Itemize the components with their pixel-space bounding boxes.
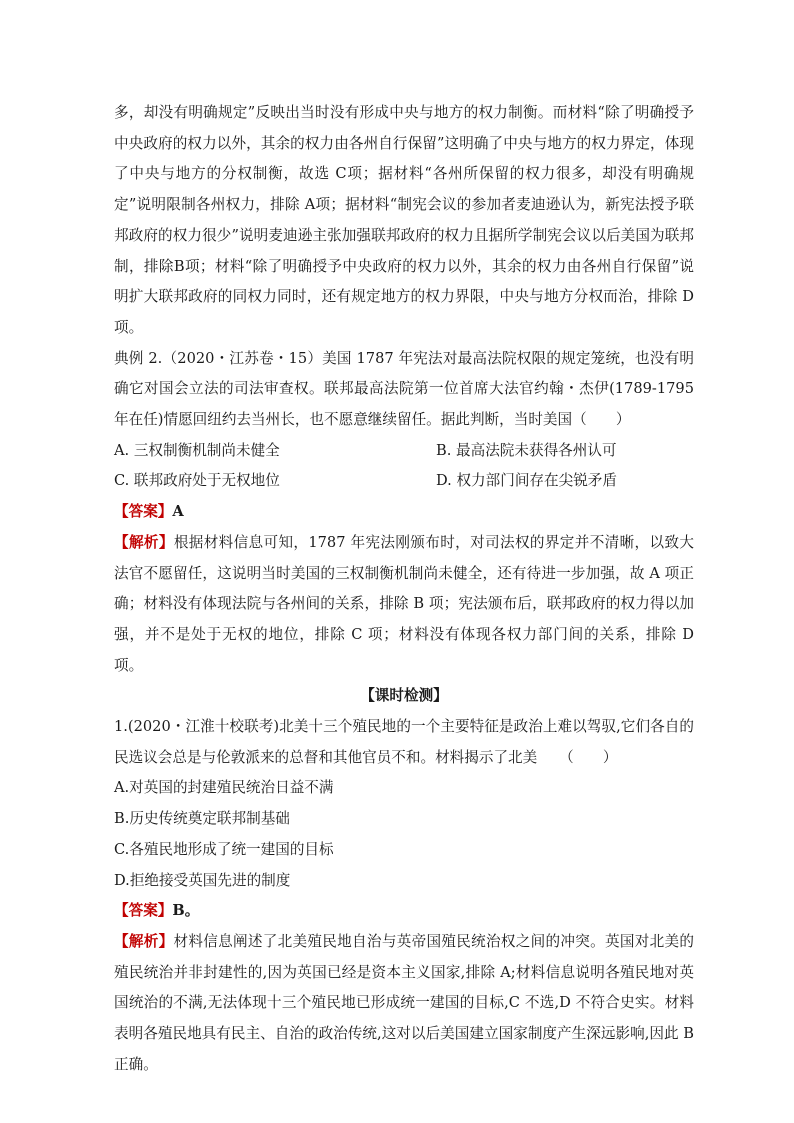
answer-label: 【答案】 [114,503,173,521]
analysis-label: 【解析】 [114,932,174,950]
answer-label: 【答案】 [114,902,173,920]
section-title: 【课时检测】 [360,687,448,705]
document-content [114,98,694,1081]
answer-value: A [172,503,184,521]
example2-option-b: B. 最高法院未获得各州认可 [436,441,617,459]
example2-option-a: A. 三权制衡机制尚未健全 [114,441,280,459]
question1-option-b: B.历史传统奠定联邦制基础 [114,810,290,828]
question1-analysis [114,927,694,1081]
example2-option-c: C. 联邦政府处于无权地位 [114,472,280,490]
example2-option-d: D. 权力部门间存在尖锐矛盾 [436,472,617,490]
example2-options-row2 [114,466,694,497]
example2-options-row1 [114,436,694,467]
example2-stem: 典例 2.（2020・江苏卷・15）美国 1787 年宪法对最高法院权限的规定笼统，也没有明确它对国会立法的司法审查权。联邦最高法院第一位首席大法官约翰・杰伊(1789-1795 年在任)情愿回纽约去当州长，也不愿意继续留任。据此判断，当时美国（ ） [114,349,694,429]
analysis-text: 根据材料信息可知，1787 年宪法刚颁布时，对司法权的界定并不清晰，以致大法官不愿留任，这说明当时美国的三权制衡机制尚未健全，还有待进一步加强，故 A 项正确；材料没有体现法院与各州间的关系，排除 B 项；宪法颁布后，联邦政府的权力得以加强，并不是处于无权的地位，排除 C 项；材料没有体现各权力部门间的关系，排除 D 项。 [114,533,694,674]
question1-stem: 1.(2020・江淮十校联考)北美十三个殖民地的一个主要特征是政治上难以驾驭,它们各自的民选议会总是与伦敦派来的总督和其他官员不和。材料揭示了北美 （ ） [114,718,694,766]
intro-paragraph: 多，却没有明确规定”反映出当时没有形成中央与地方的权力制衡。而材料“除了明确授予中央政府的权力以外，其余的权力由各州自行保留”这明确了中央与地方的权力界定，体现了中央与地方的分权制衡，故选 C项；据材料“各州所保留的权力很多，却没有明确规定”说明限制各州权力，排除 A项；据材料“制宪会议的参加者麦迪逊认为，新宪法授予联邦政府的权力很少”说明麦迪逊主张加强联邦政府的权力且据所学制宪会议以后美国为联邦制，排除B项；材料“除了明确授予中央政府的权力以外，其余的权力由各州自行保留”说明扩大联邦政府的同权力同时，还有规定地方的权力界限，中央与地方分权而治，排除 D项。 [114,104,694,336]
analysis-text: 材料信息阐述了北美殖民地自治与英帝国殖民统治权之间的冲突。英国对北美的殖民统治并非封建性的,因为英国已经是资本主义国家,排除 A;材料信息说明各殖民地对英国统治的不满,无法体现十三个殖民地已形成统一建国的目标,C 不选,D 不符合史实。材料表明各殖民地具有民主、自治的政治传统,这对以后美国建立国家制度产生深远影响,因此 B 正确。 [114,932,694,1073]
answer-value: B。 [172,902,200,920]
example2-analysis [114,528,694,682]
question1-option-c: C.各殖民地形成了统一建国的目标 [114,840,334,858]
question1-answer [114,896,694,927]
question1-option-a: A.对英国的封建殖民统治日益不满 [114,779,334,797]
question1-option-d: D.拒绝接受英国先进的制度 [114,871,291,889]
analysis-label: 【解析】 [114,533,174,551]
example2-answer [114,497,694,528]
